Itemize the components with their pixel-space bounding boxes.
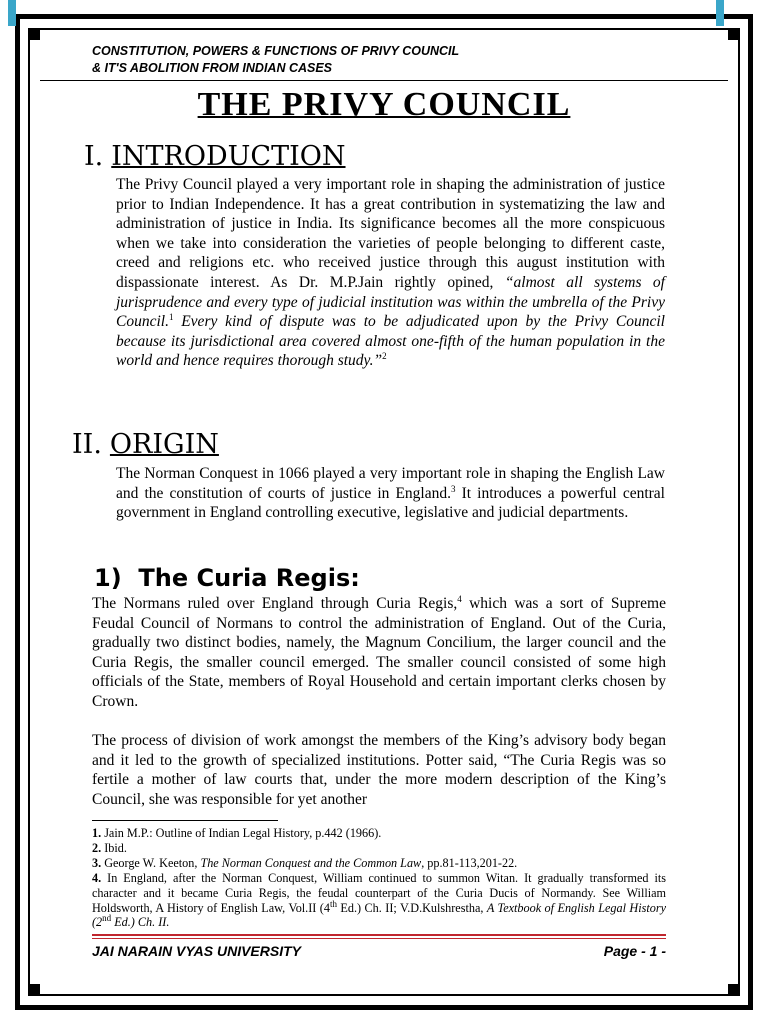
intro-quote-2: Every kind of dispute was to be adjudicated upon by the Privy Council because its jurisdictional area covered almost one-fifth of the human population in the world and hence requires thorough study.” bbox=[116, 313, 665, 370]
origin-paragraph bbox=[116, 464, 665, 523]
footnote-4 bbox=[92, 871, 666, 930]
curia-paragraph-1 bbox=[92, 594, 666, 712]
introduction-paragraph bbox=[116, 175, 665, 371]
footnote-text: In England, after the Norman Conquest, William continued to summon Witan. It gradually transformed its character and it became Curia Regis, the feudal counterpart of the Curia Ducis of Normandy. See William Holdsworth, A History of English Law, Vol.II (4 bbox=[92, 871, 666, 915]
section-number: II. bbox=[72, 429, 102, 460]
footnote-ref-1[interactable]: 1 bbox=[168, 312, 174, 322]
section-title: INTRODUCTION bbox=[111, 141, 346, 172]
running-header bbox=[92, 43, 459, 77]
header-rule bbox=[40, 80, 728, 81]
footnote-2 bbox=[92, 841, 666, 856]
footer-university: JAI NARAIN VYAS UNIVERSITY bbox=[92, 943, 301, 959]
curia-text-a: The Normans ruled over England through Curia Regis, bbox=[92, 595, 458, 612]
intro-text: The Privy Council played a very important role in shaping the administration of justice prior to Indian Independence. It has a great contribution in systematizing the law and administration of justice in India. Its significance becomes all the more conspicuous when we take into consideration the varieties of people belonging to different caste, creed and religions etc. who received justice through this august institution with dispassionate interest. As Dr. M.P.Jain rightly opined, bbox=[116, 176, 665, 291]
footnote-text: Ibid. bbox=[101, 841, 127, 855]
corner-ornament-bl bbox=[28, 984, 40, 996]
footnote-number: 3. bbox=[92, 856, 102, 870]
footer-rule-thin bbox=[92, 938, 666, 939]
footnote-ref-4[interactable]: 4 bbox=[457, 593, 462, 604]
header-line-1: CONSTITUTION, POWERS & FUNCTIONS OF PRIVY COUNCIL bbox=[92, 44, 460, 58]
section-number: I. bbox=[84, 141, 104, 172]
footnote-title: A Textbook of English Legal History (2 bbox=[92, 900, 666, 930]
footnote-text: George W. Keeton, bbox=[101, 856, 201, 870]
footnote-text: Jain M.P.: Outline of Indian Legal History, p.442 (1966). bbox=[101, 826, 382, 840]
corner-ornament-tl bbox=[28, 28, 40, 40]
intro-quote-1: “almost all systems of jurisprudence and every type of judicial institution was within the umbrella of the Privy Council. bbox=[116, 273, 665, 331]
footnote-title: The Norman Conquest and the Common Law bbox=[200, 856, 422, 870]
curia-text-b: which was a sort of Supreme Feudal Council of Normans to control the administration of England. Out of the Curia, gradually two distinct bodies, namely, the Magnum Concilium, the larger council and the Curia Regis, the smaller council emerged. The smaller council consisted of some high officials of the State, members of Royal Household and certain important clerks chosen by Crown. bbox=[92, 595, 666, 710]
footnote-separator bbox=[92, 820, 278, 821]
section-title: ORIGIN bbox=[109, 429, 219, 460]
footnote-title: Ed.) Ch. II. bbox=[111, 915, 170, 930]
footnote-sup: th bbox=[329, 898, 337, 909]
footnote-text: Ed.) Ch. II; V.D.Kulshrestha, bbox=[336, 900, 487, 915]
footnote-text: , pp.81-113,201-22. bbox=[421, 856, 518, 870]
footnote-number: 4. bbox=[92, 871, 102, 885]
binder-tab-right bbox=[716, 0, 724, 26]
corner-ornament-br bbox=[728, 984, 740, 996]
footer-page-number: Page - 1 - bbox=[603, 943, 666, 959]
origin-text-2: It introduces a powerful central government in England controlling executive, legislative and judicial departments. bbox=[116, 484, 665, 522]
subsection-heading-curia-regis: 1) The Curia Regis: bbox=[94, 564, 360, 592]
page-title: THE PRIVY COUNCIL bbox=[197, 86, 571, 123]
footnote-ref-2[interactable]: 2 bbox=[382, 351, 387, 362]
corner-ornament-tr bbox=[728, 28, 740, 40]
footnote-sup: nd bbox=[102, 913, 112, 924]
origin-text: The Norman Conquest in 1066 played a very important role in shaping the English Law and the constitution of courts of justice in England. bbox=[116, 465, 665, 502]
footnote-3 bbox=[92, 856, 666, 871]
footnote-number: 2. bbox=[92, 841, 102, 855]
header-line-2: & IT'S ABOLITION FROM INDIAN CASES bbox=[92, 61, 333, 75]
section-heading-introduction bbox=[84, 141, 346, 173]
footnote-number: 1. bbox=[92, 826, 102, 840]
footnote-ref-3[interactable]: 3 bbox=[451, 483, 456, 494]
footer-rule bbox=[92, 934, 666, 936]
footnote-1 bbox=[92, 826, 666, 841]
binder-tab-left bbox=[8, 0, 16, 26]
section-heading-origin bbox=[72, 429, 219, 461]
curia-paragraph-2: The process of division of work amongst the members of the King’s advisory body began and it led to the growth of specialized institutions. Potter said, “The Curia Regis was so fertile a mother of law courts that, under the more modern description of the King’s Council, she was responsible for yet another bbox=[92, 732, 666, 808]
